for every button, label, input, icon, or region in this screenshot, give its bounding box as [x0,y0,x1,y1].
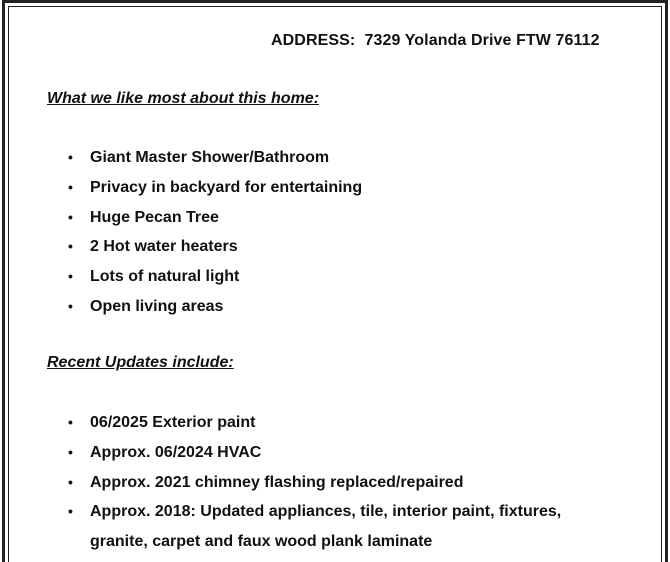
list-item-text: 2 Hot water heaters [90,238,238,256]
list-item [0,292,640,322]
property-address: ADDRESS: 7329 Yolanda Drive FTW 76112 [271,32,600,49]
likes-list [0,143,640,322]
bullet-icon: • [68,238,73,255]
list-item [0,173,640,203]
page-border-right-outer [665,0,668,562]
list-item-text: Lots of natural light [90,268,240,286]
list-item-text: Huge Pecan Tree [90,208,219,226]
list-item-text: Open living areas [90,297,224,315]
bullet-icon: • [68,443,73,460]
list-item [0,143,640,173]
bullet-icon: • [68,208,73,225]
bullet-icon: • [68,178,73,195]
page-border-top-inner [8,6,662,7]
bullet-icon: • [68,473,73,490]
bullet-icon: • [68,268,73,285]
updates-list [0,408,640,557]
list-item-text: 06/2025 Exterior paint [90,414,256,431]
bullet-icon: • [68,297,73,314]
list-item-text: Approx. 2021 chimney flashing replaced/repaired [90,473,464,491]
page-border-top-outer [2,0,668,3]
list-item-text: Giant Master Shower/Bathroom [90,149,330,166]
list-item-text: Approx. 2018: Updated appliances, tile, interior paint, fixtures, granite, carpet and faux wood plank laminate [90,503,562,551]
likes-heading: What we like most about this home: [47,90,320,107]
page-border-right-inner [661,6,662,562]
list-item [0,468,640,498]
bullet-icon: • [68,149,73,165]
list-item [0,408,640,438]
bullet-icon: • [68,414,73,430]
list-item-text: Privacy in backyard for entertaining [90,178,363,196]
list-item [0,438,640,468]
list-item [0,232,640,262]
list-item [0,497,590,557]
list-item [0,262,640,292]
list-item [0,203,640,233]
updates-heading: Recent Updates include: [47,354,234,371]
bullet-icon: • [68,503,73,520]
list-item-text: Approx. 06/2024 HVAC [90,443,262,461]
